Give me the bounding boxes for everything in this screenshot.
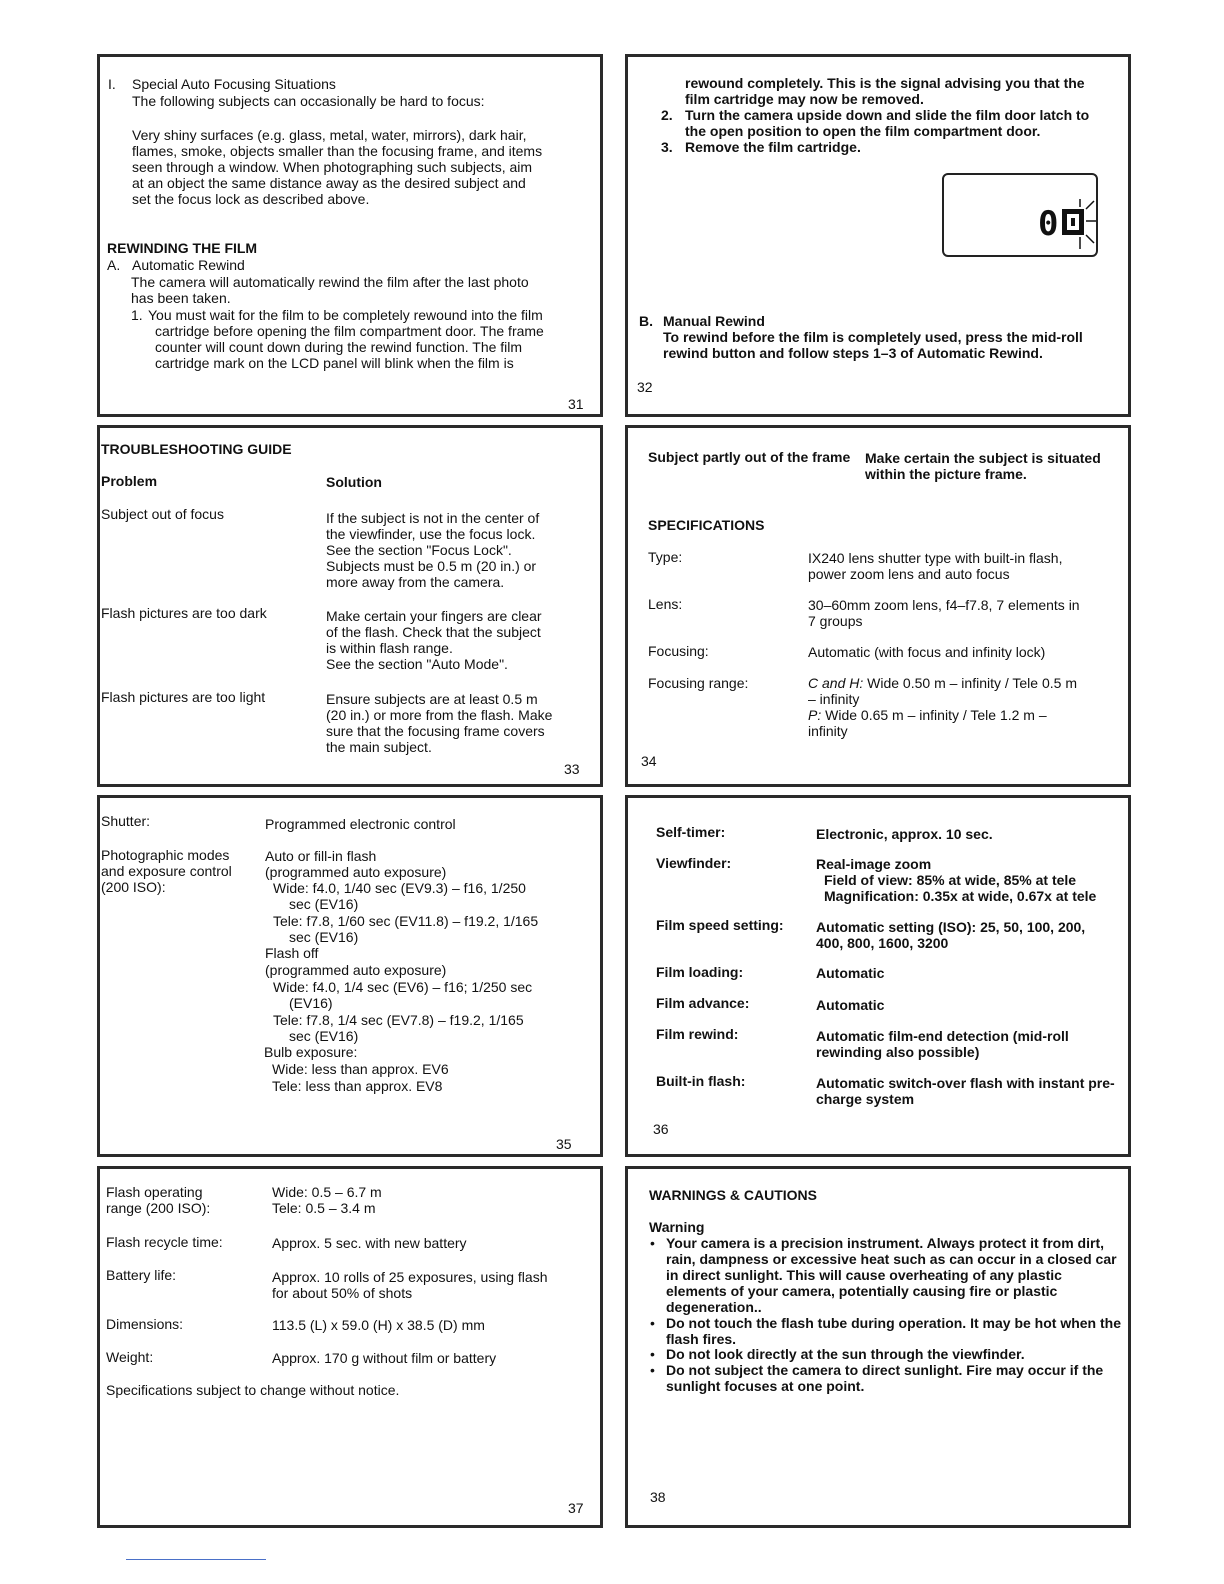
spec-value: Auto or fill-in flash xyxy=(265,848,377,864)
spec-label: Focusing: xyxy=(648,643,709,659)
spec-label: Type: xyxy=(648,549,683,565)
page-number: 32 xyxy=(637,379,653,395)
spec-value: Automatic xyxy=(816,997,885,1013)
spec-value: Approx. 10 rolls of 25 exposures, using flash xyxy=(272,1269,548,1285)
spec-label: Film rewind: xyxy=(656,1026,739,1042)
page-number: 34 xyxy=(641,753,657,769)
step-line: Remove the film cartridge. xyxy=(685,139,861,155)
lcd-panel-illustration xyxy=(942,173,1098,257)
hyperlink-underline[interactable] xyxy=(126,1559,266,1560)
spec-label: Film speed setting: xyxy=(656,917,784,933)
step-line: You must wait for the film to be completely rewound into the film xyxy=(148,307,543,323)
spec-value: 7 groups xyxy=(808,613,863,629)
svg-text:0: 0 xyxy=(1038,204,1059,244)
spec-label: Photographic modes xyxy=(101,847,230,863)
spec-value: sec (EV16) xyxy=(289,929,359,945)
page-33 xyxy=(97,425,603,787)
spec-value: 400, 800, 1600, 3200 xyxy=(816,935,949,951)
page-number: 38 xyxy=(650,1489,666,1505)
spec-value xyxy=(808,707,1047,723)
spec-value: Electronic, approx. 10 sec. xyxy=(816,826,993,842)
problem-cell: Flash pictures are too dark xyxy=(101,605,267,621)
spec-value xyxy=(808,675,1077,691)
step-line: counter will count down during the rewind function. The film xyxy=(155,339,523,355)
spec-value: Approx. 170 g without film or battery xyxy=(272,1350,497,1366)
solution-line: Make certain your fingers are clear xyxy=(326,608,542,624)
spec-value: for about 50% of shots xyxy=(272,1285,413,1301)
solution-line: Ensure subjects are at least 0.5 m xyxy=(326,691,538,707)
body-line: at an object the same distance away as the desired subject and xyxy=(132,175,526,191)
solution-line: the main subject. xyxy=(326,739,432,755)
mode-range: Wide 0.65 m – infinity / Tele 1.2 m – xyxy=(821,707,1047,723)
solution-line: See the section "Focus Lock". xyxy=(326,542,512,558)
warning-subtitle: Warning xyxy=(649,1219,705,1235)
body-line: Very shiny surfaces (e.g. glass, metal, water, mirrors), dark hair, xyxy=(132,127,527,143)
warnings-title: WARNINGS & CAUTIONS xyxy=(649,1187,817,1203)
spec-value: sec (EV16) xyxy=(289,1028,359,1044)
bullet-marker: • xyxy=(650,1315,655,1331)
bullet-line: elements of your camera, potentially causing fire or plastic xyxy=(666,1283,1058,1299)
spec-value: (EV16) xyxy=(289,995,333,1011)
spec-value: Automatic setting (ISO): 25, 50, 100, 200, xyxy=(816,919,1086,935)
spec-value: Tele: less than approx. EV8 xyxy=(272,1078,443,1094)
film-cartridge-icon xyxy=(1038,199,1124,259)
spec-label: Focusing range: xyxy=(648,675,749,691)
solution-line: the viewfinder, use the focus lock. xyxy=(326,526,536,542)
spec-value: Automatic film-end detection (mid-roll xyxy=(816,1028,1069,1044)
bullet-line: in direct sunlight. This will cause overheating of any plastic xyxy=(666,1267,1062,1283)
spec-value: Tele: f7.8, 1/60 sec (EV11.8) – f19.2, 1/165 xyxy=(273,913,539,929)
sub-marker: A. xyxy=(107,257,121,273)
spec-label: Weight: xyxy=(106,1349,154,1365)
body-line: has been taken. xyxy=(131,290,231,306)
column-header-problem: Problem xyxy=(101,473,158,489)
solution-line: more away from the camera. xyxy=(326,574,505,590)
spec-value: Wide: 0.5 – 6.7 m xyxy=(272,1184,382,1200)
solution-line: sure that the focusing frame covers xyxy=(326,723,545,739)
problem-cell: Subject partly out of the frame xyxy=(648,449,851,465)
page-number: 36 xyxy=(653,1121,669,1137)
sub-heading: Automatic Rewind xyxy=(132,257,245,273)
solution-line: Make certain the subject is situated xyxy=(865,450,1101,466)
bullet-line: sunlight focuses at one point. xyxy=(666,1378,865,1394)
section-title: REWINDING THE FILM xyxy=(107,240,258,256)
spec-value: charge system xyxy=(816,1091,915,1107)
problem-cell: Subject out of focus xyxy=(101,506,224,522)
spec-value: Automatic (with focus and infinity lock) xyxy=(808,644,1046,660)
spec-value: Field of view: 85% at wide, 85% at tele xyxy=(824,872,1077,888)
problem-cell: Flash pictures are too light xyxy=(101,689,266,705)
spec-value: infinity xyxy=(808,723,848,739)
spec-label: Viewfinder: xyxy=(656,855,732,871)
body-line: rewind button and follow steps 1–3 of Automatic Rewind. xyxy=(663,345,1043,361)
bullet-marker: • xyxy=(650,1235,655,1251)
solution-line: within the picture frame. xyxy=(865,466,1027,482)
spec-label: Flash recycle time: xyxy=(106,1234,223,1250)
bullet-line: Do not subject the camera to direct sunlight. Fire may occur if the xyxy=(666,1362,1104,1378)
spec-label: Built-in flash: xyxy=(656,1073,746,1089)
bullet-line: degeneration.. xyxy=(666,1299,762,1315)
spec-value: Wide: f4.0, 1/4 sec (EV6) – f16; 1/250 sec xyxy=(273,979,533,995)
body-line: film cartridge may now be removed. xyxy=(685,91,924,107)
column-header-solution: Solution xyxy=(326,474,382,490)
spec-label: Film loading: xyxy=(656,964,744,980)
body-line: The camera will automatically rewind the film after the last photo xyxy=(131,274,529,290)
page-38 xyxy=(625,1166,1131,1528)
spec-value: Programmed electronic control xyxy=(265,816,456,832)
body-line: flames, smoke, objects smaller than the focusing frame, and items xyxy=(132,143,543,159)
spec-value: – infinity xyxy=(808,691,860,707)
page-37 xyxy=(97,1166,603,1528)
section-heading: Special Auto Focusing Situations xyxy=(132,76,336,92)
step-line: the open position to open the film compartment door. xyxy=(685,123,1041,139)
spec-label: Shutter: xyxy=(101,813,151,829)
solution-line: See the section "Auto Mode". xyxy=(326,656,508,672)
spec-value: Automatic xyxy=(816,965,885,981)
spec-label: Film advance: xyxy=(656,995,750,1011)
page-36 xyxy=(625,795,1131,1157)
spec-value: Wide: f4.0, 1/40 sec (EV9.3) – f16, 1/250 xyxy=(273,880,526,896)
spec-value: Wide: less than approx. EV6 xyxy=(272,1061,449,1077)
body-line: seen through a window. When photographing such subjects, aim xyxy=(132,159,533,175)
spec-value: Tele: 0.5 – 3.4 m xyxy=(272,1200,376,1216)
body-line: set the focus lock as described above. xyxy=(132,191,370,207)
page-31 xyxy=(97,54,603,417)
spec-value: 30–60mm zoom lens, f4–f7.8, 7 elements in xyxy=(808,597,1080,613)
spec-label: (200 ISO): xyxy=(101,879,166,895)
spec-value: Real-image zoom xyxy=(816,856,932,872)
spec-title: SPECIFICATIONS xyxy=(648,517,765,533)
spec-label: Dimensions: xyxy=(106,1316,184,1332)
step-marker: 2. xyxy=(661,107,673,123)
step-line: cartridge mark on the LCD panel will blink when the film is xyxy=(155,355,514,371)
bullet-line: Do not look directly at the sun through the viewfinder. xyxy=(666,1346,1025,1362)
spec-label: Battery life: xyxy=(106,1267,177,1283)
spec-value: rewinding also possible) xyxy=(816,1044,980,1060)
spec-label: range (200 ISO): xyxy=(106,1200,211,1216)
spec-value: Bulb exposure: xyxy=(264,1044,358,1060)
page-32 xyxy=(625,54,1131,417)
mode-range: Wide 0.50 m – infinity / Tele 0.5 m xyxy=(863,675,1077,691)
solution-line: is within flash range. xyxy=(326,640,453,656)
spec-value: Tele: f7.8, 1/4 sec (EV7.8) – f19.2, 1/165 xyxy=(273,1012,524,1028)
page-number: 33 xyxy=(564,761,580,777)
spec-label: Self-timer: xyxy=(656,824,726,840)
spec-note: Specifications subject to change without notice. xyxy=(106,1382,400,1398)
bullet-line: Your camera is a precision instrument. Always protect it from dirt, xyxy=(666,1235,1104,1251)
step-line: cartridge before opening the film compartment door. The frame xyxy=(155,323,544,339)
sub-marker: B. xyxy=(639,313,653,329)
solution-line: of the flash. Check that the subject xyxy=(326,624,541,640)
spec-value: Automatic switch-over flash with instant pre- xyxy=(816,1075,1115,1091)
spec-value: Flash off xyxy=(265,945,319,961)
step-marker: 3. xyxy=(661,139,673,155)
spec-label: Flash operating xyxy=(106,1184,203,1200)
solution-line: (20 in.) or more from the flash. Make xyxy=(326,707,553,723)
spec-label: and exposure control xyxy=(101,863,232,879)
page-number: 31 xyxy=(568,396,584,412)
spec-value: Approx. 5 sec. with new battery xyxy=(272,1235,467,1251)
bullet-line: flash fires. xyxy=(666,1331,737,1347)
spec-label: Lens: xyxy=(648,596,683,612)
solution-line: If the subject is not in the center of xyxy=(326,510,540,526)
spec-value: power zoom lens and auto focus xyxy=(808,566,1010,582)
intro-text: The following subjects can occasionally be hard to focus: xyxy=(132,93,485,109)
mode-label: C and H: xyxy=(808,675,864,691)
bullet-marker: • xyxy=(650,1346,655,1362)
step-marker: 1. xyxy=(131,307,143,323)
bullet-marker: • xyxy=(650,1362,655,1378)
step-line: Turn the camera upside down and slide the film door latch to xyxy=(685,107,1090,123)
page-number: 37 xyxy=(568,1500,584,1516)
page-35 xyxy=(97,795,603,1157)
page-34 xyxy=(625,425,1131,787)
mode-label: P: xyxy=(808,707,822,723)
spec-value: Magnification: 0.35x at wide, 0.67x at tele xyxy=(824,888,1097,904)
body-line: To rewind before the film is completely used, press the mid-roll xyxy=(663,329,1083,345)
bullet-line: Do not touch the flash tube during operation. It may be hot when the xyxy=(666,1315,1121,1331)
section-marker: I. xyxy=(108,76,116,92)
body-line: rewound completely. This is the signal advising you that the xyxy=(685,75,1085,91)
sub-heading: Manual Rewind xyxy=(663,313,765,329)
spec-value: 113.5 (L) x 59.0 (H) x 38.5 (D) mm xyxy=(272,1317,485,1333)
bullet-line: rain, dampness or excessive heat such as can occur in a closed car xyxy=(666,1251,1117,1267)
guide-title: TROUBLESHOOTING GUIDE xyxy=(101,441,292,457)
spec-value: (programmed auto exposure) xyxy=(265,864,447,880)
spec-value: (programmed auto exposure) xyxy=(265,962,447,978)
page-number: 35 xyxy=(556,1136,572,1152)
spec-value: IX240 lens shutter type with built-in flash, xyxy=(808,550,1063,566)
solution-line: Subjects must be 0.5 m (20 in.) or xyxy=(326,558,537,574)
spec-value: sec (EV16) xyxy=(289,896,359,912)
